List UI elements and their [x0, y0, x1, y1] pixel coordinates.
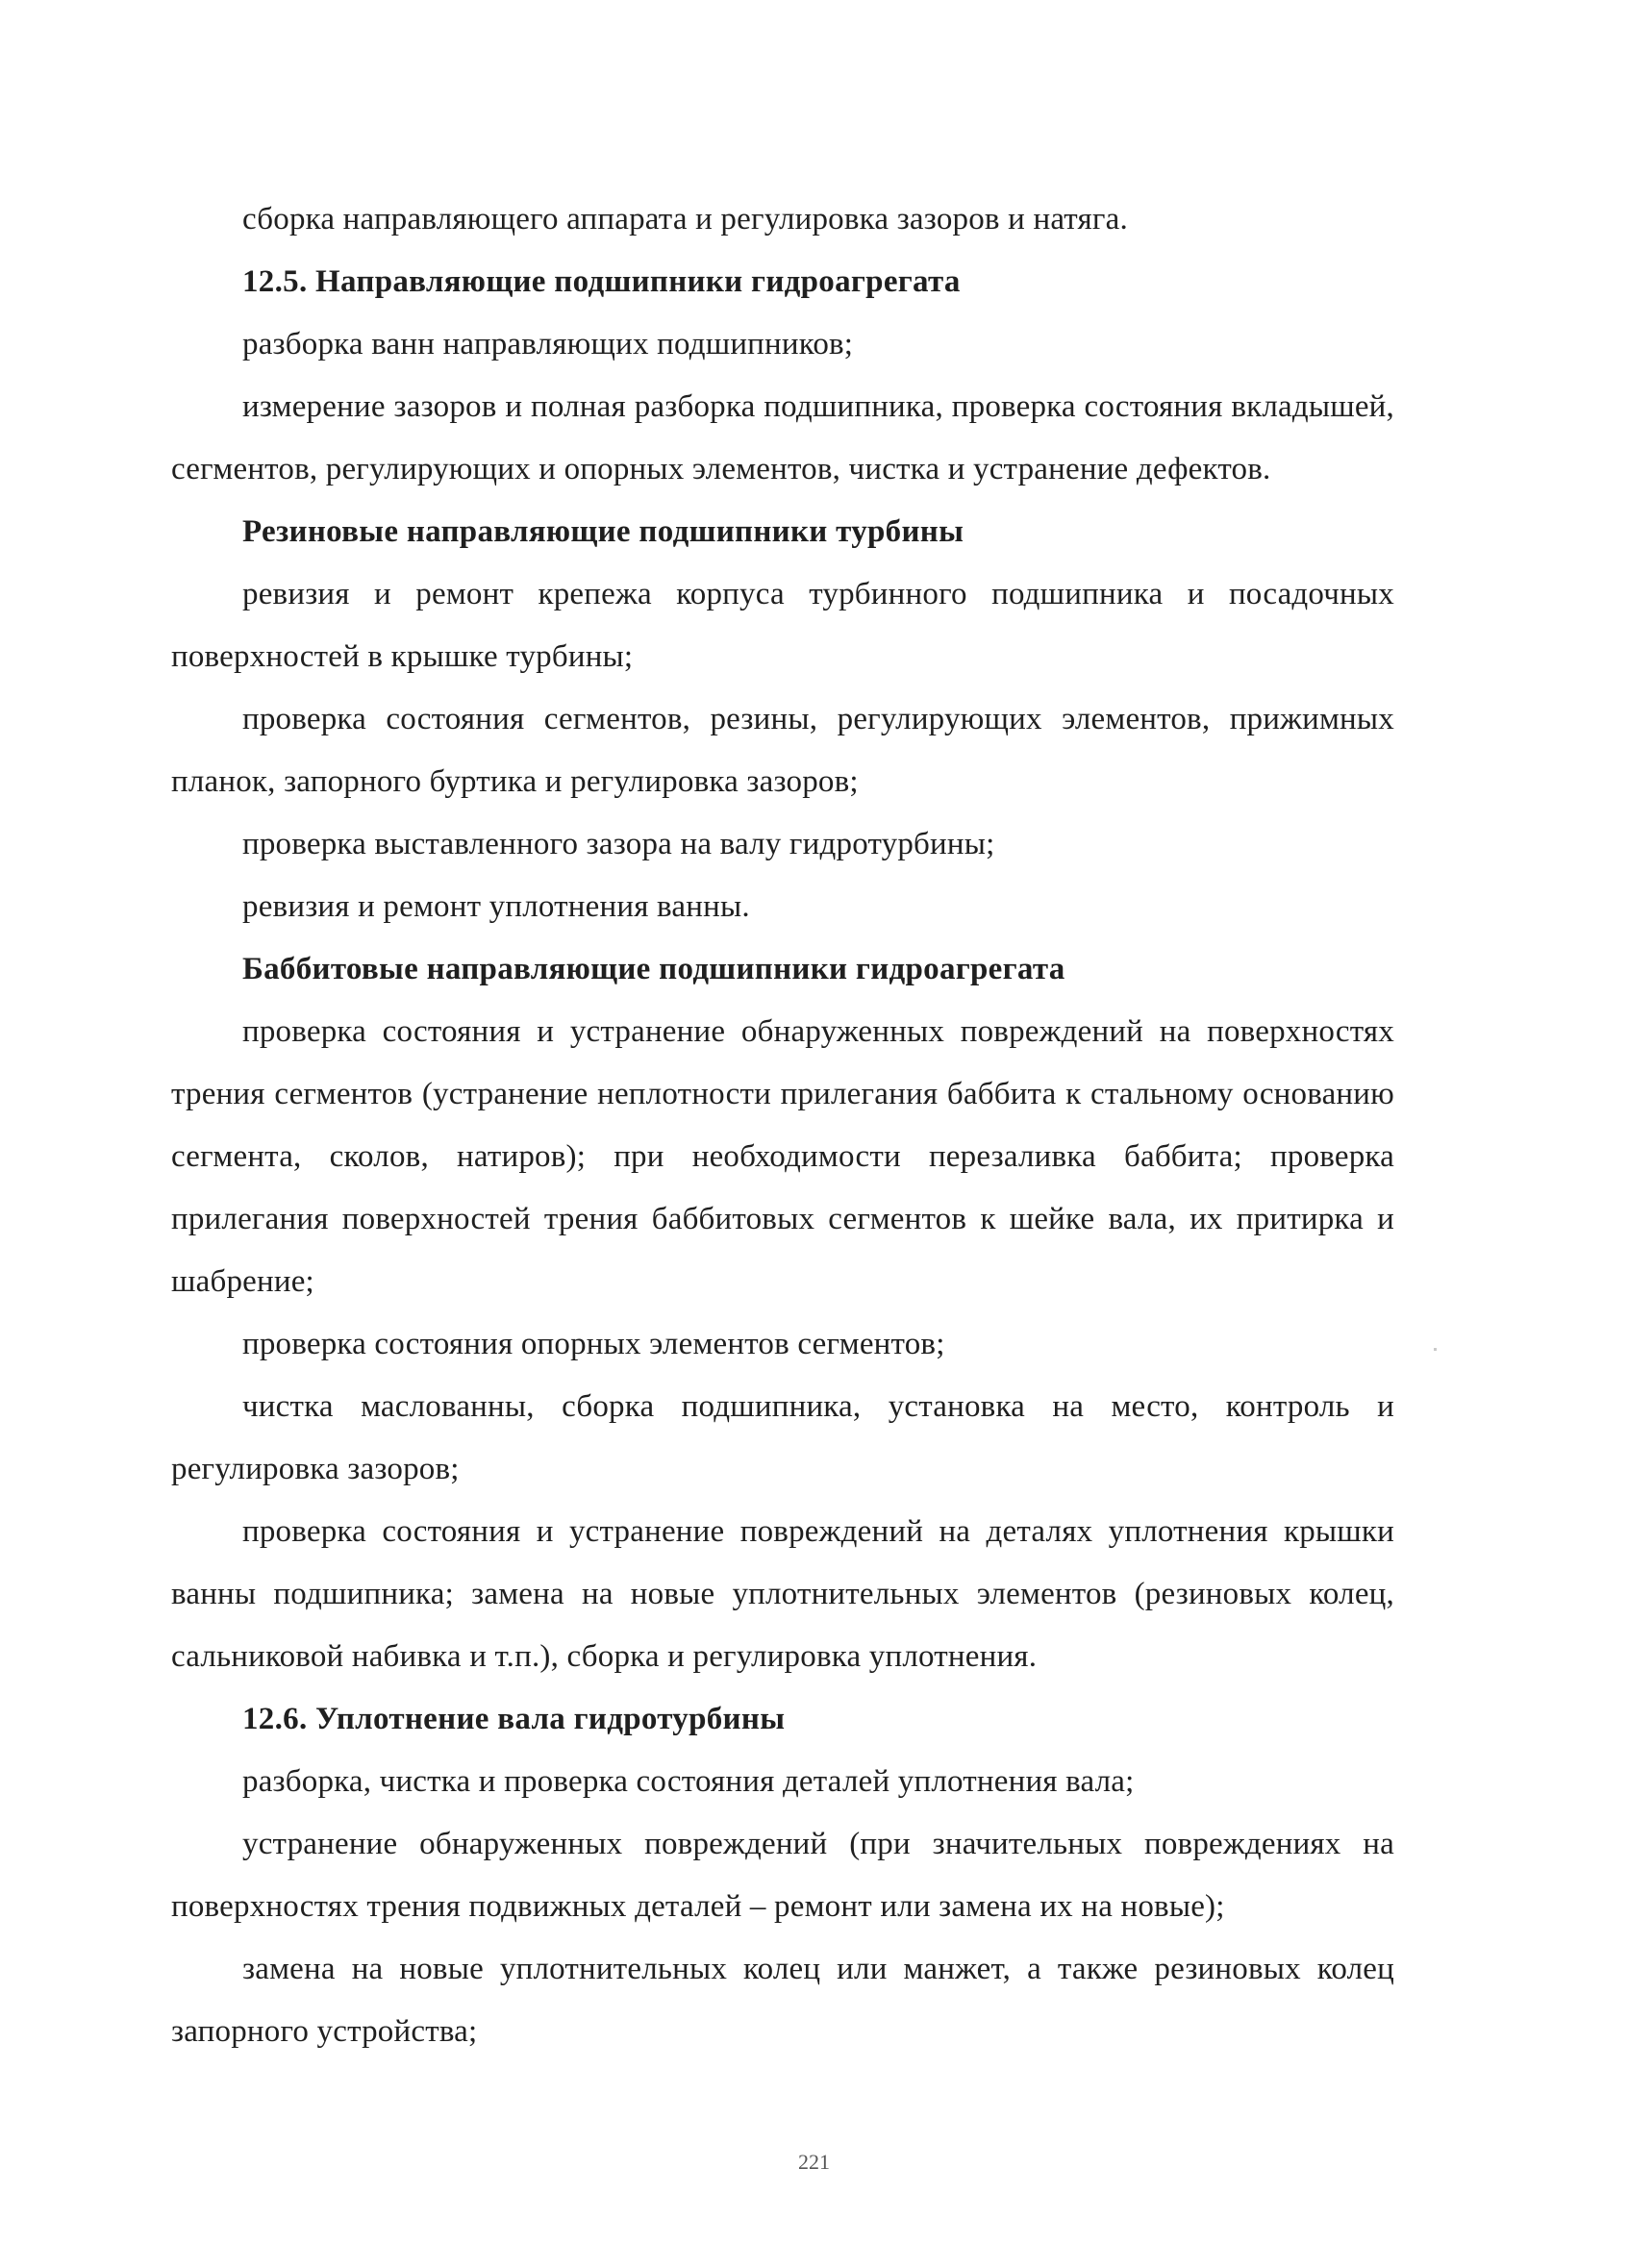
paragraph: проверка состояния и устранение повреждений на деталях уплотнения крышки ванны подшипника; замена на новые уплотнительных элементов (резиновых колец, сальниковой набивка и т.п.), сборка и регулировка уплотнения.: [171, 1514, 1394, 1674]
section-heading: 12.5. Направляющие подшипники гидроагрегата: [242, 264, 961, 299]
page-number: 221: [798, 2150, 830, 2174]
paragraph: замена на новые уплотнительных колец или манжет, а также резиновых колец запорного устройства;: [171, 1952, 1394, 2049]
paragraph: разборка, чистка и проверка состояния деталей уплотнения вала;: [242, 1764, 1135, 1799]
paragraph: измерение зазоров и полная разборка подшипника, проверка состояния вкладышей, сегментов, регулирующих и опорных элементов, чистка и устранение дефектов.: [171, 389, 1394, 486]
paragraph: проверка выставленного зазора на валу гидротурбины;: [242, 827, 995, 861]
paragraph: ревизия и ремонт крепежа корпуса турбинного подшипника и посадочных поверхностей в крышке турбины;: [171, 577, 1394, 674]
paragraph: проверка состояния и устранение обнаруженных повреждений на поверхностях трения сегментов (устранение неплотности прилегания баббита к стальному основанию сегмента, сколов, натиров); при необходимости перезаливка баббита; проверка прилегания поверхностей трения баббитовых сегментов к шейке вала, их притирка и шабрение;: [171, 1014, 1394, 1299]
subsection-heading: Баббитовые направляющие подшипники гидроагрегата: [242, 952, 1065, 986]
section-heading: 12.6. Уплотнение вала гидротурбины: [242, 1702, 786, 1736]
scan-speck: [1434, 1348, 1437, 1351]
paragraph: чистка маслованны, сборка подшипника, установка на место, контроль и регулировка зазоров;: [171, 1389, 1394, 1486]
paragraph: разборка ванн направляющих подшипников;: [242, 327, 854, 361]
paragraph: ревизия и ремонт уплотнения ванны.: [242, 889, 750, 924]
paragraph: сборка направляющего аппарата и регулировка зазоров и натяга.: [242, 202, 1128, 237]
page-body: [171, 188, 1394, 2063]
paragraph: проверка состояния опорных элементов сегментов;: [242, 1327, 945, 1361]
paragraph: устранение обнаруженных повреждений (при значительных повреждениях на поверхностях трения подвижных деталей – ремонт или замена их на новые);: [171, 1827, 1394, 1924]
subsection-heading: Резиновые направляющие подшипники турбины: [242, 514, 964, 549]
paragraph: проверка состояния сегментов, резины, регулирующих элементов, прижимных планок, запорного буртика и регулировка зазоров;: [171, 702, 1394, 799]
